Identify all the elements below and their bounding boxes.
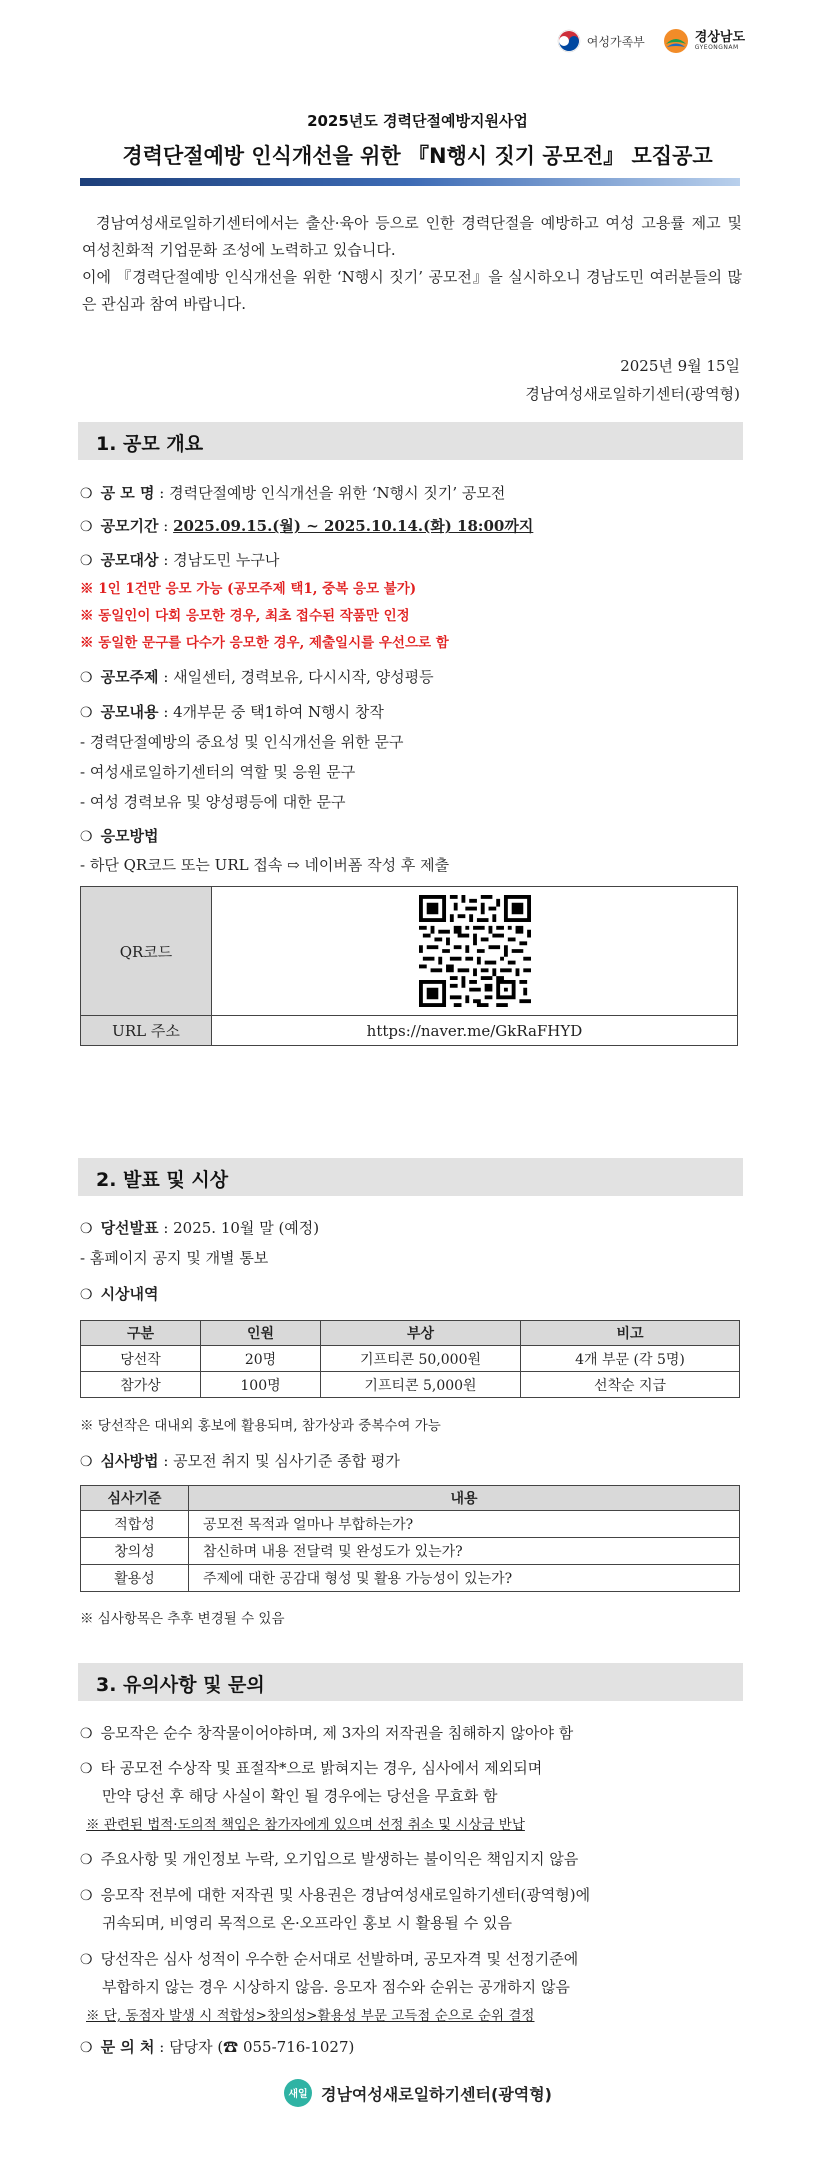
- caution-item-cont: 만약 당선 후 해당 사실이 확인 될 경우에는 당선을 무효화 함: [102, 1787, 498, 1805]
- saeil-logo-badge: 새일: [288, 2089, 308, 2100]
- criteria-cell: 활용성: [81, 1565, 189, 1592]
- contest-content-label: 공모내용: [100, 703, 159, 721]
- caution-item: ❍ 타 공모전 수상작 및 표절작*으로 밝혀지는 경우, 심사에서 제외되며: [80, 1759, 543, 1777]
- province-name: 경상남도: [694, 30, 745, 45]
- criteria-header-name: 심사기준: [81, 1486, 189, 1511]
- award-cell: 100명: [201, 1372, 321, 1398]
- province-en: GYEONGNAM: [694, 44, 739, 51]
- footer-org: 경남여성새로일하기센터(광역형): [320, 2084, 552, 2104]
- award-cell: 20명: [201, 1346, 321, 1372]
- contact-row: [80, 2036, 354, 2057]
- contest-content-row: [80, 701, 384, 722]
- caution-item-cont: 부합하지 않는 경우 시상하지 않음. 응모자 점수와 순위는 공개하지 않음: [102, 1978, 570, 1996]
- table-row: [81, 1346, 740, 1372]
- section-1-heading: 1. 공모 개요: [78, 422, 743, 460]
- circle-bullet-icon: ❍: [80, 1726, 93, 1742]
- announce-label: 당선발표: [100, 1219, 159, 1237]
- award-cell: 선착순 지급: [521, 1372, 740, 1398]
- contest-target-value: : 경남도민 누구나: [163, 551, 280, 569]
- circle-bullet-icon: ❍: [80, 1952, 93, 1968]
- contest-content-value: : 4개부문 중 택1하여 N행시 창작: [163, 703, 384, 721]
- qr-url-table: [80, 886, 738, 1046]
- criteria-cell: 주제에 대한 공감대 형성 및 활용 가능성이 있는가?: [189, 1565, 740, 1592]
- url-value-link[interactable]: https://naver.me/GkRaFHYD: [212, 1016, 738, 1046]
- taegeuk-icon: [557, 29, 581, 53]
- contest-period-label: 공모기간: [100, 517, 159, 535]
- contact-label: 문 의 처: [100, 2038, 155, 2056]
- award-table-header: [81, 1321, 740, 1346]
- criteria-note: ※ 심사항목은 추후 변경될 수 있음: [80, 1611, 285, 1627]
- circle-bullet-icon: ❍: [80, 1888, 93, 1904]
- award-label: 시상내역: [100, 1285, 159, 1303]
- section-3-heading: 3. 유의사항 및 문의: [78, 1663, 743, 1701]
- review-label: 심사방법: [100, 1452, 159, 1470]
- criteria-cell: 참신하며 내용 전달력 및 완성도가 있는가?: [189, 1538, 740, 1565]
- url-row: [81, 1016, 738, 1046]
- contest-period-value: 2025.09.15.(월) ~ 2025.10.14.(화) 18:00까지: [173, 517, 534, 535]
- caution-note: ※ 관련된 법적·도의적 책임은 참가자에게 있으며 선정 취소 및 시상금 반납: [86, 1817, 525, 1833]
- contest-target-row: [80, 549, 279, 570]
- contest-name-label: 공 모 명: [100, 484, 155, 502]
- footer-logo: [0, 2078, 835, 2108]
- apply-method-label: 응모방법: [100, 827, 159, 845]
- caution-item-cont: 귀속되며, 비영리 목적으로 온·오프라인 홍보 시 활용될 수 있음: [102, 1914, 512, 1932]
- award-header-prize: 부상: [321, 1321, 521, 1346]
- circle-bullet-icon: ❍: [80, 2040, 93, 2056]
- award-cell: 4개 부문 (각 5명): [521, 1346, 740, 1372]
- circle-bullet-icon: ❍: [80, 1852, 93, 1868]
- award-cell: 당선작: [81, 1346, 201, 1372]
- criteria-cell: 적합성: [81, 1511, 189, 1538]
- contest-name-value: : 경력단절예방 인식개선을 위한 ‘N행시 짓기’ 공모전: [159, 484, 506, 502]
- circle-bullet-icon: ❍: [80, 1221, 93, 1237]
- criteria-cell: 창의성: [81, 1538, 189, 1565]
- announce-value: : 2025. 10월 말 (예정): [163, 1219, 320, 1237]
- caution-note: ※ 단, 동점자 발생 시 적합성>창의성>활용성 부문 고득점 순으로 순위 결정: [86, 2008, 535, 2024]
- table-row: [81, 1565, 740, 1592]
- award-header-category: 구분: [81, 1321, 201, 1346]
- notice-org: 경남여성새로일하기센터(광역형): [525, 385, 740, 403]
- circle-bullet-icon: ❍: [80, 486, 93, 502]
- qr-code-icon[interactable]: [419, 895, 531, 1007]
- circle-bullet-icon: ❍: [80, 670, 93, 686]
- contest-name-row: [80, 482, 505, 503]
- award-note: ※ 당선작은 대내외 홍보에 활용되며, 참가상과 중복수여 가능: [80, 1418, 441, 1434]
- review-value: : 공모전 취지 및 심사기준 종합 평가: [163, 1452, 400, 1470]
- circle-bullet-icon: ❍: [80, 829, 93, 845]
- contest-theme-value: : 새일센터, 경력보유, 다시시작, 양성평등: [163, 668, 434, 686]
- contest-theme-row: [80, 666, 434, 687]
- table-row: [81, 1538, 740, 1565]
- qr-code-cell: [212, 887, 738, 1016]
- qr-label-cell: QR코드: [81, 887, 212, 1016]
- award-header-count: 인원: [201, 1321, 321, 1346]
- title-underline-bar: [80, 178, 740, 186]
- circle-bullet-icon: ❍: [80, 1454, 93, 1470]
- criteria-cell: 공모전 목적과 얼마나 부합하는가?: [189, 1511, 740, 1538]
- saeil-logo-icon: [283, 2078, 313, 2108]
- award-cell: 참가상: [81, 1372, 201, 1398]
- header-logos: [557, 28, 745, 54]
- notice-red-1: ※ 1인 1건만 응모 가능 (공모주제 택1, 중복 응모 불가): [80, 581, 417, 597]
- intro-paragraph-2: 이에 『경력단절예방 인식개선을 위한 ‘N행시 짓기’ 공모전』을 실시하오니 경남도민 여러분들의 많은 관심과 참여 바랍니다.: [82, 268, 742, 313]
- content-item-2: - 여성새로일하기센터의 역할 및 응원 문구: [80, 763, 356, 781]
- caution-item: ❍ 응모작 전부에 대한 저작권 및 사용권은 경남여성새로일하기센터(광역형)에: [80, 1886, 591, 1904]
- circle-bullet-icon: ❍: [80, 705, 93, 721]
- apply-method-row: [80, 825, 159, 846]
- circle-bullet-icon: ❍: [80, 1287, 93, 1303]
- award-table: [80, 1320, 740, 1398]
- review-row: [80, 1450, 400, 1471]
- content-item-3: - 여성 경력보유 및 양성평등에 대한 문구: [80, 793, 346, 811]
- table-row: [81, 1372, 740, 1398]
- page-title: 경력단절예방 인식개선을 위한 『N행시 짓기 공모전』 모집공고: [122, 144, 713, 168]
- apply-method-item: - 하단 QR코드 또는 URL 접속 ⇨ 네이버폼 작성 후 제출: [80, 856, 450, 874]
- qr-row: [81, 887, 738, 1016]
- contact-value: : 담당자 (☎ 055-716-1027): [159, 2038, 355, 2056]
- award-header-note: 비고: [521, 1321, 740, 1346]
- criteria-table: [80, 1485, 740, 1592]
- intro-paragraph-1: 경남여성새로일하기센터에서는 출산·육아 등으로 인한 경력단절을 예방하고 여성 고용률 제고 및 여성친화적 기업문화 조성에 노력하고 있습니다.: [82, 214, 742, 259]
- notice-red-2: ※ 동일인이 다회 응모한 경우, 최초 접수된 작품만 인정: [80, 608, 410, 624]
- contest-target-label: 공모대상: [100, 551, 159, 569]
- announce-row: [80, 1217, 319, 1238]
- award-cell: 기프티콘 50,000원: [321, 1346, 521, 1372]
- notice-red-3: ※ 동일한 문구를 다수가 응모한 경우, 제출일시를 우선으로 함: [80, 635, 449, 651]
- award-row: [80, 1283, 159, 1304]
- table-row: [81, 1511, 740, 1538]
- announce-item: - 홈페이지 공지 및 개별 통보: [80, 1249, 269, 1267]
- ministry-name: 여성가족부: [586, 34, 645, 49]
- contest-theme-label: 공모주제: [100, 668, 159, 686]
- content-item-1: - 경력단절예방의 중요성 및 인식개선을 위한 문구: [80, 733, 404, 751]
- url-label-cell: URL 주소: [81, 1016, 212, 1046]
- notice-date: 2025년 9월 15일: [620, 357, 740, 375]
- criteria-header-content: 내용: [189, 1486, 740, 1511]
- page-subtitle: 2025년도 경력단절예방지원사업: [307, 112, 528, 130]
- circle-bullet-icon: ❍: [80, 553, 93, 569]
- intro-text: [82, 210, 742, 318]
- ministry-logo: [557, 29, 645, 53]
- gyeongnam-emblem-icon: [663, 28, 689, 54]
- section-2-heading: 2. 발표 및 시상: [78, 1158, 743, 1196]
- circle-bullet-icon: ❍: [80, 1761, 93, 1777]
- award-cell: 기프티콘 5,000원: [321, 1372, 521, 1398]
- caution-item: ❍ 당선작은 심사 성적이 우수한 순서대로 선발하며, 공모자격 및 선정기준에: [80, 1950, 579, 1968]
- province-logo: [663, 28, 745, 54]
- criteria-table-header: [81, 1486, 740, 1511]
- caution-item: ❍ 응모작은 순수 창작물이어야하며, 제 3자의 저작권을 침해하지 않아야 함: [80, 1724, 574, 1742]
- circle-bullet-icon: ❍: [80, 519, 93, 535]
- contest-period-row: ❍ 공모기간 : 2025.09.15.(월) ~ 2025.10.14.(화) 18:00까지: [80, 517, 534, 535]
- caution-item: ❍ 주요사항 및 개인정보 누락, 오기입으로 발생하는 불이익은 책임지지 않음: [80, 1850, 579, 1868]
